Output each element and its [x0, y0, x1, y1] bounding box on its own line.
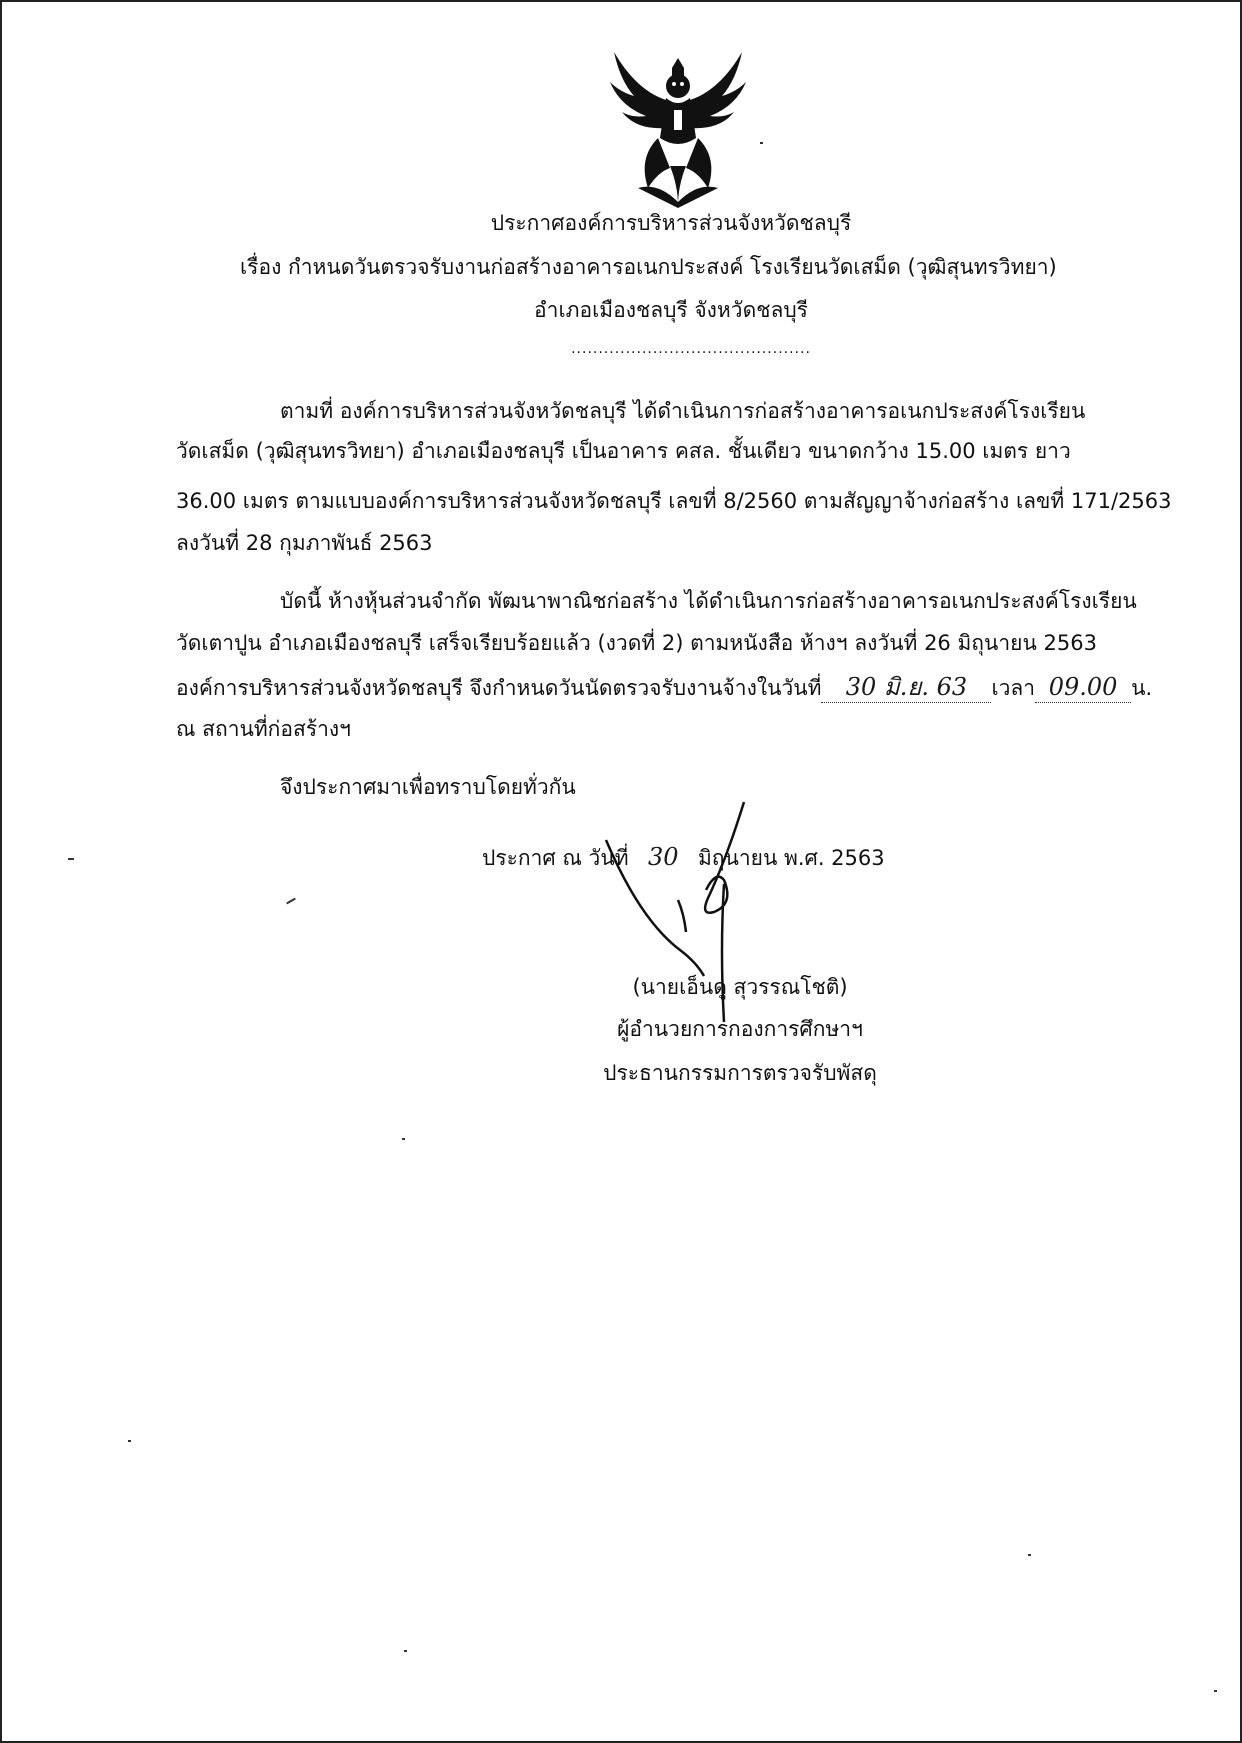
scan-speck: [68, 858, 74, 860]
handwritten-signature: [600, 800, 780, 1040]
paragraph-2-line-1: บัดนี้ ห้างหุ้นส่วนจำกัด พัฒนาพาณิชก่อสร้าง ได้ดำเนินการก่อสร้างอาคารอเนกประสงค์โรงเรียน: [280, 589, 1137, 613]
scan-speck: [760, 142, 763, 144]
announcement-prefix: ประกาศ ณ วันที่: [482, 846, 629, 870]
closing-line: จึงประกาศมาเพื่อทราบโดยทั่วกัน: [280, 775, 576, 799]
handwritten-announcement-day: 30: [647, 843, 679, 871]
paragraph-1-line-4: ลงวันที่ 28 กุมภาพันธ์ 2563: [176, 531, 433, 555]
scan-speck: [1214, 1690, 1217, 1692]
announcement-suffix: มิถุนายน พ.ศ. 2563: [697, 846, 885, 870]
schedule-prefix: องค์การบริหารส่วนจังหวัดชลบุรี จึงกำหนดวันนัดตรวจรับงานจ้างในวันที่: [176, 676, 822, 700]
scan-speck: [128, 1440, 131, 1442]
location-line: อำเภอเมืองชลบุรี จังหวัดชลบุรี: [534, 298, 808, 322]
paragraph-1-line-3: 36.00 เมตร ตามแบบองค์การบริหารส่วนจังหวัดชลบุรี เลขที่ 8/2560 ตามสัญญาจ้างก่อสร้าง เลขที่ 171/2563: [176, 489, 1172, 513]
time-suffix: น.: [1131, 676, 1153, 700]
header-divider: ............................................: [571, 341, 811, 357]
paragraph-2-line-2: วัดเตาปูน อำเภอเมืองชลบุรี เสร็จเรียบร้อยแล้ว (งวดที่ 2) ตามหนังสือ ห้างฯ ลงวันที่ 26 มิถุนายน 2563: [176, 631, 1097, 655]
paragraph-1-line-2: วัดเสม็ด (วุฒิสุนทรวิทยา) อำเภอเมืองชลบุรี เป็นอาคาร คสล. ชั้นเดียว ขนาดกว้าง 15.00 เมตร ยาว: [176, 439, 1071, 463]
signatory-committee-role: ประธานกรรมการตรวจรับพัสดุ: [603, 1061, 877, 1085]
subject-line: เรื่อง กำหนดวันตรวจรับงานก่อสร้างอาคารอเนกประสงค์ โรงเรียนวัดเสม็ด (วุฒิสุนทรวิทยา): [240, 255, 1057, 279]
paragraph-1-line-1: ตามที่ องค์การบริหารส่วนจังหวัดชลบุรี ได้ดำเนินการก่อสร้างอาคารอเนกประสงค์โรงเรียน: [280, 399, 1086, 423]
paragraph-2-line-3: [176, 672, 1152, 703]
paragraph-2-line-4: ณ สถานที่ก่อสร้างฯ: [176, 717, 351, 741]
time-label: เวลา: [991, 676, 1036, 700]
handwritten-inspection-time: 09.00: [1035, 672, 1131, 703]
garuda-emblem-icon: [588, 38, 768, 218]
agency-title: ประกาศองค์การบริหารส่วนจังหวัดชลบุรี: [490, 211, 852, 235]
scan-speck: [402, 1138, 405, 1140]
signatory-name: (นายเอ็นดู สุวรรณโชติ): [632, 975, 848, 999]
scan-speck: [404, 1650, 407, 1652]
handwritten-inspection-date: 30 มิ.ย. 63: [821, 672, 991, 703]
scan-speck: [1028, 1554, 1031, 1556]
signatory-position: ผู้อำนวยการกองการศึกษาฯ: [617, 1017, 863, 1041]
